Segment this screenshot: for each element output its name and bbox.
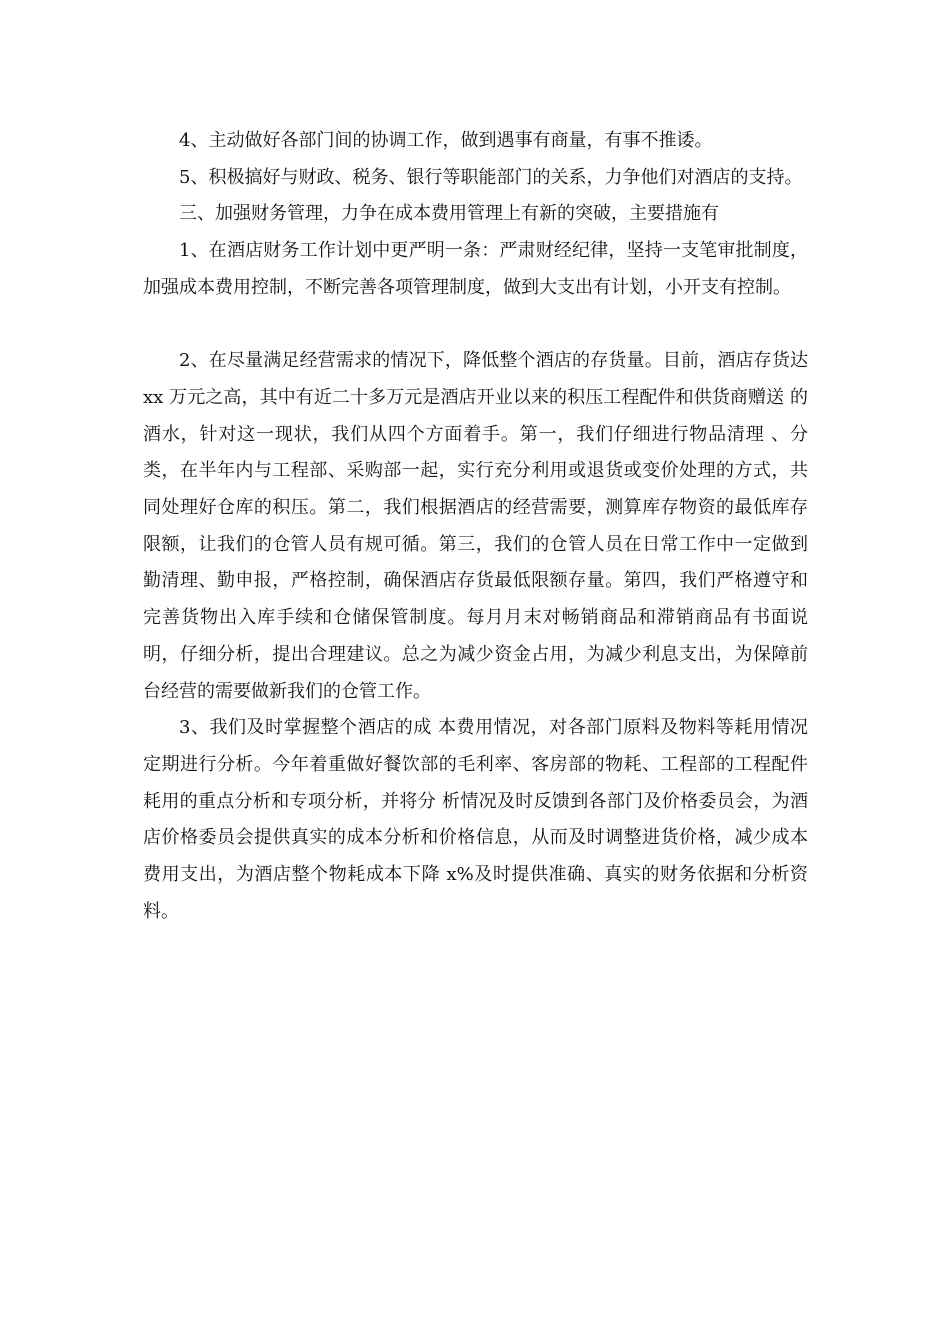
paragraph-item-5: 5、积极搞好与财政、税务、银行等职能部门的关系，力争他们对酒店的支持。 xyxy=(179,166,803,188)
paragraph-measure-2: 2、在尽量满足经营需求的情况下，降低整个酒店的存货量。目前，酒店存货达 xx 万元之高，其中有近二十多万元是酒店开业以来的积压工程配件和供货商赠送 的酒水，针对这一现状，我们从四个方面着手。第一，我们仔细进行物品清理 、分类，在半年内与工程部、采购部一起，实行充分利用或退货或变价处理的方式，共 同处理好仓库的积压。第二，我们根据酒店的经营需要，测算库存物资的最低库存限额，让我们的仓管人员有规可循。第三，我们的仓管人员在日常工作中一定做到 勤清理、勤申报，严格控制，确保酒店存货最低限额存量。第四，我们严格遵守和完善货物出入库手续和仓储保管制度。每月月末对畅销商品和滞销商品有书面说 明，仔细分析，提出合理建议。总之为减少资金占用，为减少利息支出，为保障前台经营的需要做新我们的仓管工作。 xyxy=(143,350,808,702)
paragraph-measure-1: 1、在酒店财务工作计划中更严明一条：严肃财经纪律，坚持一支笔审批制度，加强成本费用控制，不断完善各项管理制度，做到大支出有计划，小开支有控制。 xyxy=(143,240,808,298)
document-body xyxy=(143,123,808,930)
paragraph-item-4: 4、主动做好各部门间的协调工作，做到遇事有商量，有事不推诿。 xyxy=(179,130,713,151)
section-heading-3: 三、加强财务管理，力争在成本费用管理上有新的突破，主要措施有 xyxy=(179,203,719,225)
paragraph-spacer xyxy=(143,307,808,344)
paragraph-measure-3: 3、我们及时掌握整个酒店的成 本费用情况，对各部门原料及物料等耗用情况定期进行分析。今年着重做好餐饮部的毛利率、客房部的物耗、工程部的工程配件耗用的重点分析和专项分析，并将分 析情况及时反馈到各部门及价格委员会，为酒店价格委员会提供真实的成本分析和价格信息，从而及时调整进货价格，减少成本费用支出，为酒店整个物耗成本下降 x%及时提供准确、真实的财务依据和分析资料。 xyxy=(143,717,808,922)
